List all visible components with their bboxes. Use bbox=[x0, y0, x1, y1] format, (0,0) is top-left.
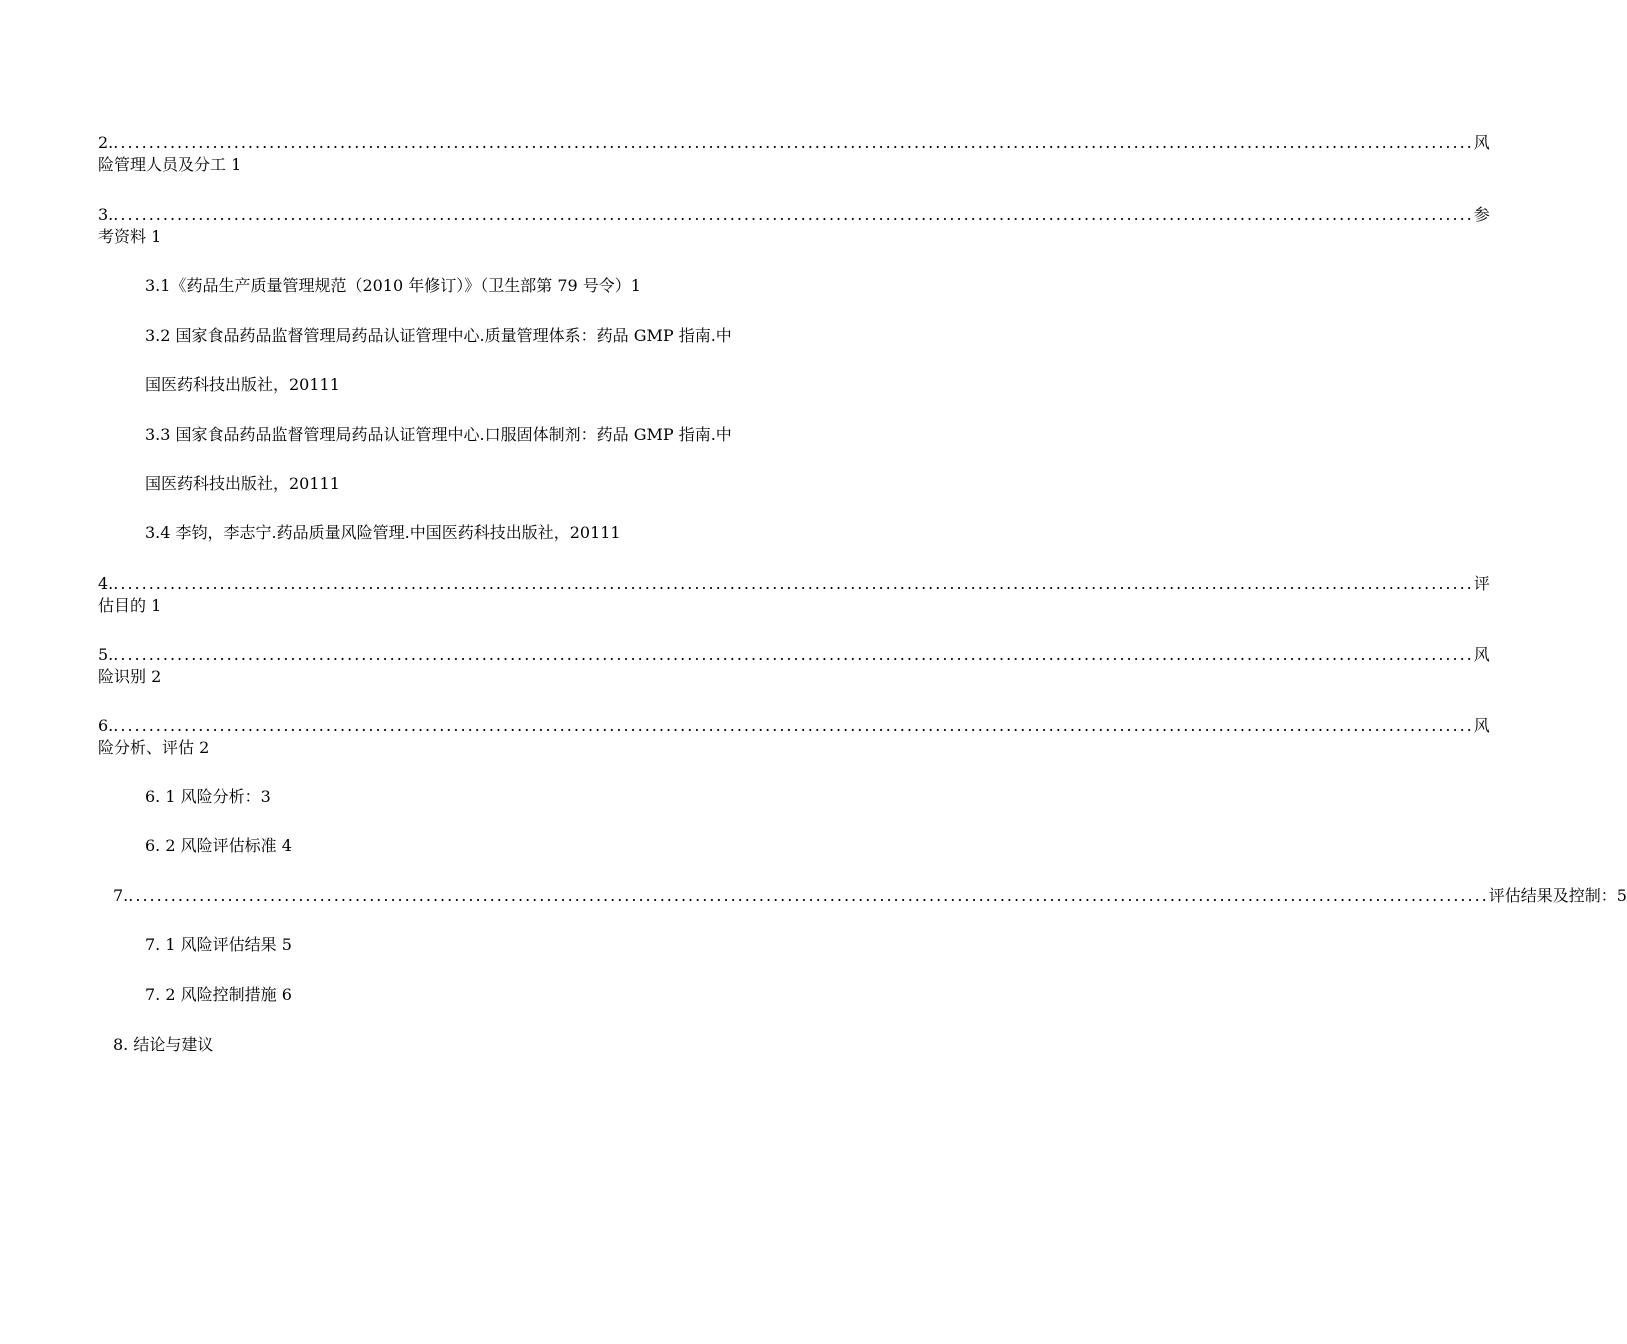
toc-entry-3[interactable] bbox=[98, 204, 1490, 248]
toc-entry-7-2[interactable]: 7. 2 风险控制措施 6 bbox=[145, 985, 292, 1004]
toc-entry-3-1[interactable]: 3.1《药品生产质量管理规范（2010 年修订）》（卫生部第 79 号令）1 bbox=[145, 276, 641, 295]
toc-leader-dots: ................................................................................................................................................................................................ bbox=[128, 886, 1489, 905]
toc-entry-3-2-line1[interactable]: 3.2 国家食品药品监督管理局药品认证管理中心.质量管理体系：药品 GMP 指南.中 bbox=[145, 326, 732, 345]
toc-entry-7-number: 7. bbox=[113, 886, 129, 905]
toc-entry-6-line1 bbox=[98, 715, 1490, 737]
toc-entry-4-number: 4. bbox=[98, 574, 114, 593]
toc-entry-3-line1 bbox=[98, 204, 1490, 226]
toc-entry-7-title: 评估结果及控制：5 bbox=[1488, 886, 1627, 905]
toc-entry-3-3-line1[interactable]: 3.3 国家食品药品监督管理局药品认证管理中心.口服固体制剂：药品 GMP 指南.中 bbox=[145, 425, 732, 444]
toc-entry-3-3-line2[interactable]: 国医药科技出版社，20111 bbox=[145, 474, 340, 493]
toc-entry-5[interactable] bbox=[98, 644, 1490, 688]
toc-entry-6-number: 6. bbox=[98, 716, 114, 735]
toc-leader-dots: ................................................................................................................................................................................................ bbox=[113, 205, 1474, 224]
toc-entry-2-line1 bbox=[98, 132, 1490, 154]
toc-entry-5-title-rest: 险识别 2 bbox=[98, 667, 162, 686]
toc-entry-5-title-start: 风 bbox=[1473, 645, 1490, 664]
toc-entry-2[interactable] bbox=[98, 132, 1490, 176]
toc-entry-5-line1 bbox=[98, 644, 1490, 666]
toc-entry-2-title-start: 风 bbox=[1473, 133, 1490, 152]
toc-entry-6-1[interactable]: 6. 1 风险分析：3 bbox=[145, 787, 271, 806]
toc-entry-6-2[interactable]: 6. 2 风险评估标准 4 bbox=[145, 836, 292, 855]
toc-entry-4-title-start: 评 bbox=[1473, 574, 1490, 593]
toc-entry-4-line1 bbox=[98, 573, 1490, 595]
toc-entry-3-2-line2[interactable]: 国医药科技出版社，20111 bbox=[145, 375, 340, 394]
toc-leader-dots: ................................................................................................................................................................................................ bbox=[113, 645, 1474, 664]
toc-entry-4[interactable] bbox=[98, 573, 1490, 617]
toc-entry-6-title-start: 风 bbox=[1473, 716, 1490, 735]
toc-entry-7[interactable] bbox=[113, 885, 1627, 907]
toc-entry-8[interactable]: 8. 结论与建议 bbox=[113, 1035, 214, 1054]
toc-entry-3-4[interactable]: 3.4 李钧，李志宁.药品质量风险管理.中国医药科技出版社，20111 bbox=[145, 523, 621, 542]
toc-entry-3-number: 3. bbox=[98, 205, 114, 224]
toc-entry-2-number: 2. bbox=[98, 133, 114, 152]
toc-entry-4-title-rest: 估目的 1 bbox=[98, 596, 162, 615]
toc-entry-3-title-start: 参 bbox=[1473, 205, 1490, 224]
toc-leader-dots: ................................................................................................................................................................................................ bbox=[113, 716, 1474, 735]
toc-entry-6[interactable] bbox=[98, 715, 1490, 759]
toc-entry-6-title-rest: 险分析、评估 2 bbox=[98, 738, 210, 757]
toc-leader-dots: ................................................................................................................................................................................................ bbox=[113, 133, 1474, 152]
toc-leader-dots: ................................................................................................................................................................................................ bbox=[113, 574, 1474, 593]
toc-entry-7-1[interactable]: 7. 1 风险评估结果 5 bbox=[145, 935, 292, 954]
toc-entry-3-title-rest: 考资料 1 bbox=[98, 227, 162, 246]
toc-entry-5-number: 5. bbox=[98, 645, 114, 664]
toc-entry-2-title-rest: 险管理人员及分工 1 bbox=[98, 155, 242, 174]
